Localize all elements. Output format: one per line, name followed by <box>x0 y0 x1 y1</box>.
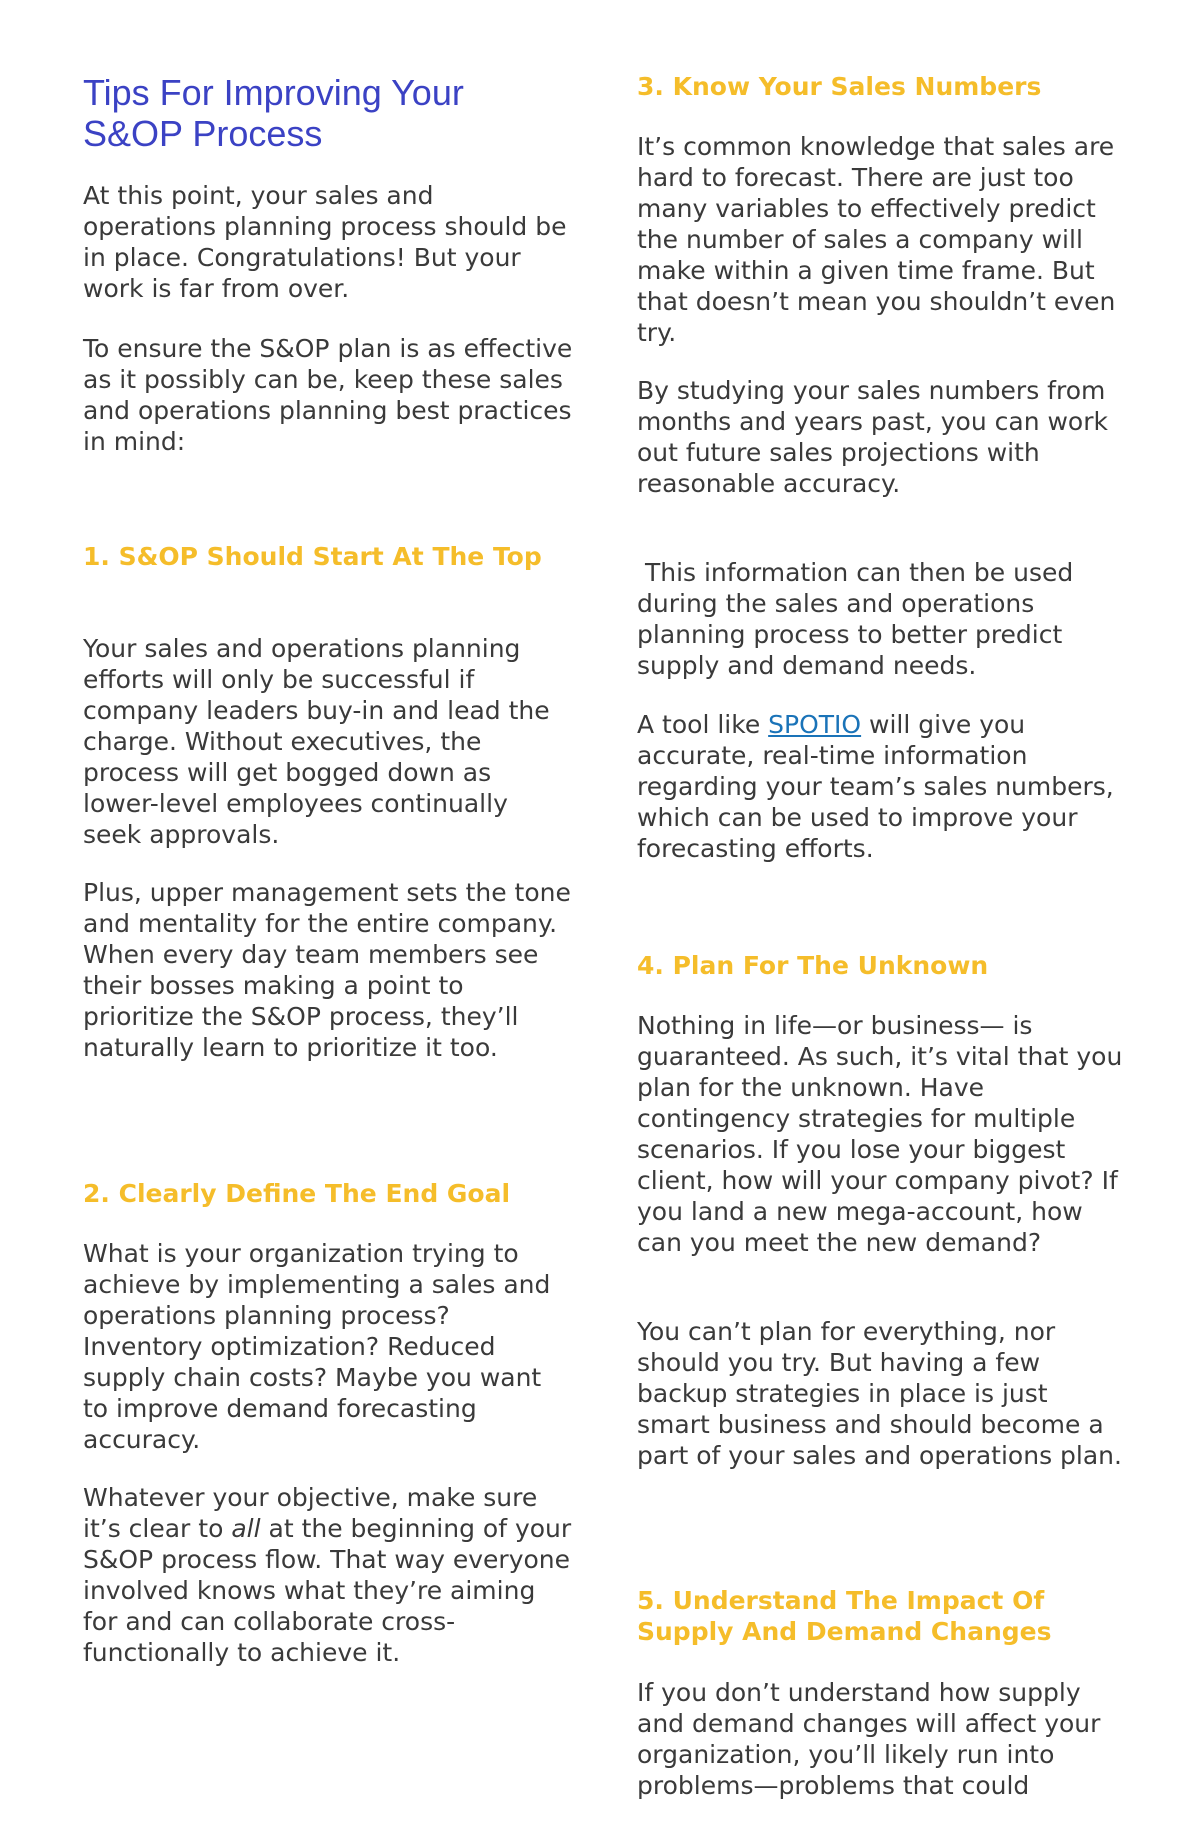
page-title: Tips For Improving Your S&OP Process <box>83 72 464 154</box>
section-3-paragraph-3: This information can then be used during the sales and operations planning process to better predict supply and demand needs. <box>637 558 1082 680</box>
section-4-heading: 4. Plan For The Unknown <box>637 951 989 980</box>
section-1-heading: 1. S&OP Should Start At The Top <box>83 542 542 571</box>
section-1-paragraph-2: Plus, upper management sets the tone and mentality for the entire company. When every day team members see their bosses making a point to prioritize the S&OP process, they’ll naturally learn to prioritize it too. <box>83 878 571 1062</box>
intro-paragraph-1: At this point, your sales and operations planning process should be in place. Congratulations! But your work is far from over. <box>83 181 567 303</box>
section-2-paragraph-1: What is your organization trying to achieve by implementing a sales and operations planning process? Inventory optimization? Reduced supply chain costs? Maybe you want to improve demand forecasting accuracy. <box>83 1239 551 1454</box>
section-2-text-after: at the beginning of your S&OP process flow. That way everyone involved knows what they’re aiming for and can collaborate cross-functionally to achieve it. <box>83 1514 572 1667</box>
spotio-link[interactable]: SPOTIO <box>768 710 862 739</box>
section-4-paragraph-1: Nothing in life—or business— is guaranteed. As such, it’s vital that you plan for the unknown. Have contingency strategies for multiple scenarios. If you lose your biggest client, how will your company pivot? If you land a new mega-account, how can you meet the new demand? <box>637 1011 1123 1257</box>
section-3-paragraph-2: By studying your sales numbers from months and years past, you can work out future sales projections with reasonable accuracy. <box>637 376 1108 498</box>
section-3-paragraph-1: It’s common knowledge that sales are hard to forecast. There are just too many variables to effectively predict the number of sales a company will make within a given time frame. But that doesn’t mean you shouldn’t even try. <box>637 132 1116 347</box>
emphasis-all: all <box>231 1514 261 1543</box>
section-3-text-after-link: will give you accurate, real-time information regarding your team’s sales numbers, which can be used to improve your forecasting efforts. <box>637 710 1114 863</box>
section-2-paragraph-2 <box>83 1482 573 1668</box>
section-3-text-before-link: A tool like <box>637 710 769 739</box>
section-2-heading: 2. Clearly Define The End Goal <box>83 1179 511 1208</box>
section-2-text-before: Whatever your objective, make sure it’s clear to <box>83 1483 538 1543</box>
section-4-paragraph-2: You can’t plan for everything, nor should you try. But having a few backup strategies in place is just smart business and should become a part of your sales and operations plan. <box>637 1317 1122 1470</box>
section-3-paragraph-4 <box>637 709 1127 864</box>
section-1-paragraph-1: Your sales and operations planning efforts will only be successful if company leaders buy-in and lead the charge. Without executives, the process will get bogged down as lower-level employees continually seek approvals. <box>83 634 550 849</box>
intro-paragraph-2: To ensure the S&OP plan is as effective as it possibly can be, keep these sales and operations planning best practices in mind: <box>83 334 573 456</box>
section-5-heading: 5. Understand The Impact Of Supply And Demand Changes <box>637 1586 1052 1646</box>
section-3-heading: 3. Know Your Sales Numbers <box>637 72 1042 101</box>
section-5-paragraph-1: If you don’t understand how supply and demand changes will affect your organization, you’ll likely run into problems—problems that could <box>637 1678 1101 1800</box>
